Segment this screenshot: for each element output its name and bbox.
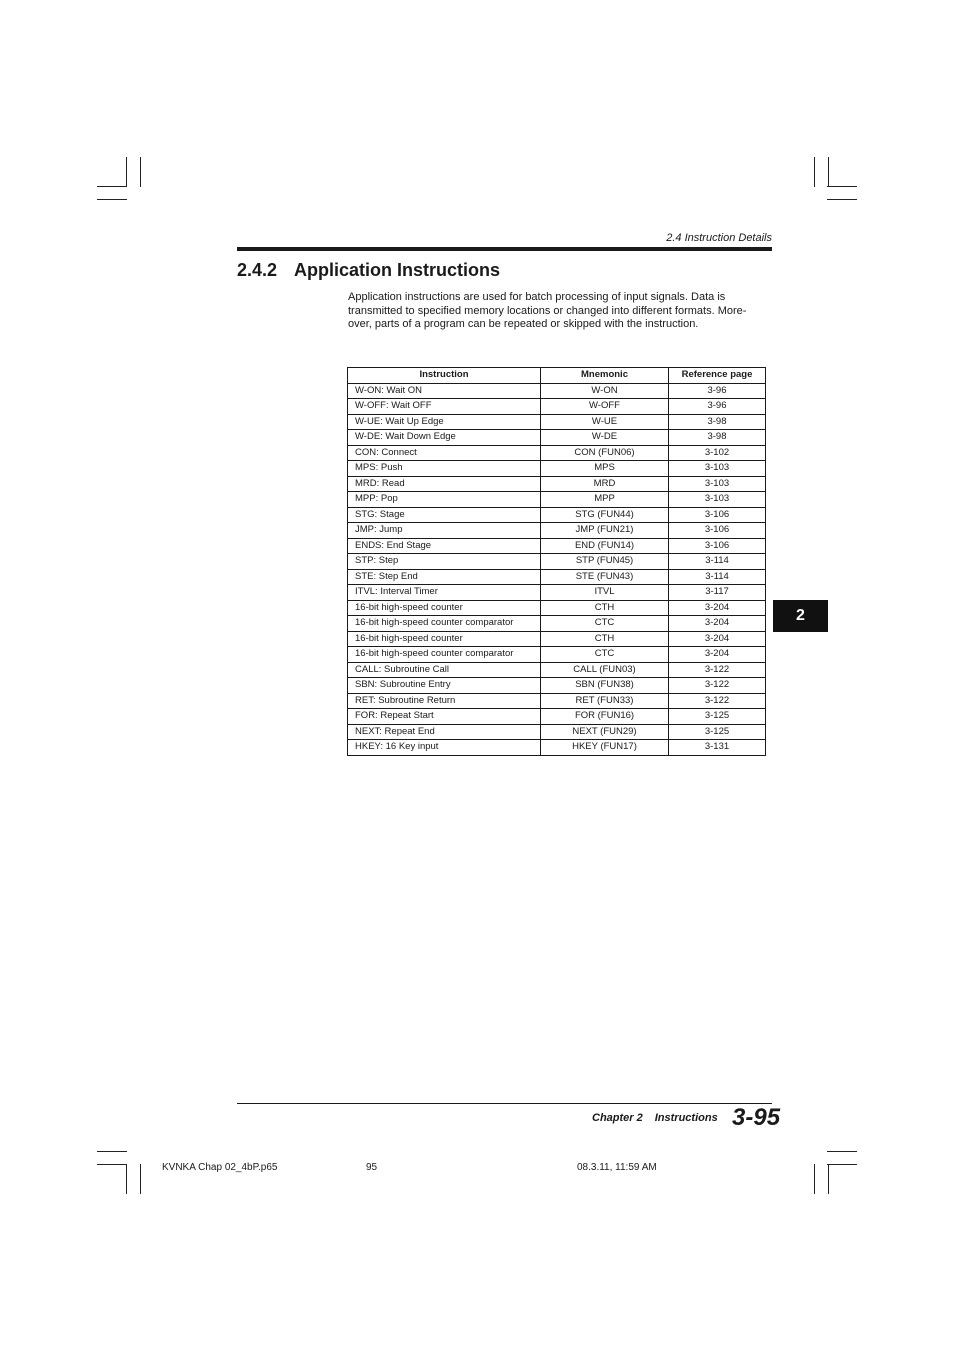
crop-mark bbox=[97, 1164, 127, 1165]
mnemonic-cell: ITVL bbox=[541, 585, 669, 601]
reference-page-cell: 3-106 bbox=[669, 538, 766, 554]
reference-page-cell: 3-125 bbox=[669, 709, 766, 725]
instruction-cell: HKEY: 16 Key input bbox=[348, 740, 541, 756]
mnemonic-cell: FOR (FUN16) bbox=[541, 709, 669, 725]
mnemonic-cell: JMP (FUN21) bbox=[541, 523, 669, 539]
reference-page-cell: 3-204 bbox=[669, 647, 766, 663]
reference-page-cell: 3-103 bbox=[669, 476, 766, 492]
instruction-cell: MRD: Read bbox=[348, 476, 541, 492]
reference-page-cell: 3-103 bbox=[669, 492, 766, 508]
reference-page-cell: 3-204 bbox=[669, 600, 766, 616]
reference-page-cell: 3-106 bbox=[669, 507, 766, 523]
table-row bbox=[348, 740, 766, 756]
running-head: 2.4 Instruction Details bbox=[666, 232, 772, 244]
section-title bbox=[237, 260, 500, 281]
mnemonic-cell: MPS bbox=[541, 461, 669, 477]
instruction-cell: JMP: Jump bbox=[348, 523, 541, 539]
section-number: 2.4.2 bbox=[237, 260, 278, 280]
crop-mark bbox=[97, 1151, 127, 1152]
table-row bbox=[348, 414, 766, 430]
reference-page-cell: 3-122 bbox=[669, 678, 766, 694]
mnemonic-cell: CTH bbox=[541, 631, 669, 647]
mnemonic-cell: CTC bbox=[541, 616, 669, 632]
instruction-cell: CALL: Subroutine Call bbox=[348, 662, 541, 678]
mnemonic-cell: STE (FUN43) bbox=[541, 569, 669, 585]
crop-mark bbox=[828, 157, 829, 187]
table-row bbox=[348, 399, 766, 415]
mnemonic-cell: END (FUN14) bbox=[541, 538, 669, 554]
mnemonic-cell: MRD bbox=[541, 476, 669, 492]
mnemonic-cell: CALL (FUN03) bbox=[541, 662, 669, 678]
table-row bbox=[348, 631, 766, 647]
instruction-cell: ENDS: End Stage bbox=[348, 538, 541, 554]
table-row bbox=[348, 569, 766, 585]
table-row bbox=[348, 430, 766, 446]
reference-page-cell: 3-117 bbox=[669, 585, 766, 601]
slug-filename: KVNKA Chap 02_4bP.p65 bbox=[162, 1162, 278, 1173]
crop-mark bbox=[814, 157, 815, 187]
crop-mark bbox=[140, 157, 141, 187]
section-heading: Application Instructions bbox=[294, 260, 501, 280]
slug-datetime: 08.3.11, 11:59 AM bbox=[577, 1162, 657, 1173]
table-row bbox=[348, 492, 766, 508]
slug-page: 95 bbox=[366, 1162, 378, 1173]
instruction-cell: W-OFF: Wait OFF bbox=[348, 399, 541, 415]
instruction-cell: NEXT: Repeat End bbox=[348, 724, 541, 740]
instruction-cell: STE: Step End bbox=[348, 569, 541, 585]
table-row bbox=[348, 507, 766, 523]
crop-mark bbox=[140, 1164, 141, 1194]
table-row bbox=[348, 476, 766, 492]
mnemonic-cell: STG (FUN44) bbox=[541, 507, 669, 523]
instruction-cell: CON: Connect bbox=[348, 445, 541, 461]
table-row bbox=[348, 724, 766, 740]
mnemonic-cell: CTH bbox=[541, 600, 669, 616]
mnemonic-cell: W-UE bbox=[541, 414, 669, 430]
reference-page-cell: 3-96 bbox=[669, 399, 766, 415]
instruction-cell: ITVL: Interval Timer bbox=[348, 585, 541, 601]
instruction-cell: FOR: Repeat Start bbox=[348, 709, 541, 725]
mnemonic-cell: CTC bbox=[541, 647, 669, 663]
table-row bbox=[348, 693, 766, 709]
table-row bbox=[348, 709, 766, 725]
footer-chapter-label: Chapter 2 bbox=[592, 1112, 643, 1124]
instruction-cell: MPS: Push bbox=[348, 461, 541, 477]
reference-page-cell: 3-102 bbox=[669, 445, 766, 461]
instruction-cell: 16-bit high-speed counter comparator bbox=[348, 616, 541, 632]
crop-mark bbox=[827, 199, 857, 200]
mnemonic-cell: STP (FUN45) bbox=[541, 554, 669, 570]
header-rule bbox=[237, 247, 772, 251]
instruction-cell: 16-bit high-speed counter bbox=[348, 631, 541, 647]
mnemonic-cell: NEXT (FUN29) bbox=[541, 724, 669, 740]
reference-page-cell: 3-96 bbox=[669, 383, 766, 399]
mnemonic-cell: RET (FUN33) bbox=[541, 693, 669, 709]
column-header-instruction: Instruction bbox=[348, 368, 541, 384]
intro-paragraph: Application instructions are used for batch processing of input signals. Data is transmitted to specified memory locations or changed into different formats. More-over, parts of a program can be repeated or skipped with the instruction. bbox=[348, 291, 747, 331]
mnemonic-cell: CON (FUN06) bbox=[541, 445, 669, 461]
crop-mark bbox=[827, 186, 857, 187]
table-row bbox=[348, 383, 766, 399]
reference-page-cell: 3-122 bbox=[669, 662, 766, 678]
instruction-cell: W-ON: Wait ON bbox=[348, 383, 541, 399]
mnemonic-cell: W-OFF bbox=[541, 399, 669, 415]
crop-mark bbox=[827, 1151, 857, 1152]
mnemonic-cell: W-ON bbox=[541, 383, 669, 399]
instruction-cell: 16-bit high-speed counter comparator bbox=[348, 647, 541, 663]
footer-chapter bbox=[592, 1112, 718, 1124]
table-row bbox=[348, 538, 766, 554]
instruction-cell: MPP: Pop bbox=[348, 492, 541, 508]
reference-page-cell: 3-114 bbox=[669, 554, 766, 570]
column-header-mnemonic: Mnemonic bbox=[541, 368, 669, 384]
table-row bbox=[348, 616, 766, 632]
table-row bbox=[348, 647, 766, 663]
reference-page-cell: 3-98 bbox=[669, 430, 766, 446]
footer-chapter-title: Instructions bbox=[654, 1112, 718, 1124]
table-header-row bbox=[348, 368, 766, 384]
crop-mark bbox=[827, 1164, 857, 1165]
crop-mark bbox=[828, 1164, 829, 1194]
table-row bbox=[348, 678, 766, 694]
table-row bbox=[348, 585, 766, 601]
instruction-cell: SBN: Subroutine Entry bbox=[348, 678, 541, 694]
table-row bbox=[348, 523, 766, 539]
instruction-cell: W-DE: Wait Down Edge bbox=[348, 430, 541, 446]
mnemonic-cell: HKEY (FUN17) bbox=[541, 740, 669, 756]
instruction-cell: RET: Subroutine Return bbox=[348, 693, 541, 709]
instruction-cell: STG: Stage bbox=[348, 507, 541, 523]
reference-page-cell: 3-204 bbox=[669, 631, 766, 647]
crop-mark bbox=[126, 157, 127, 187]
footer-rule bbox=[237, 1103, 772, 1104]
crop-mark bbox=[126, 1164, 127, 1194]
mnemonic-cell: MPP bbox=[541, 492, 669, 508]
reference-page-cell: 3-114 bbox=[669, 569, 766, 585]
reference-page-cell: 3-106 bbox=[669, 523, 766, 539]
crop-mark bbox=[97, 186, 127, 187]
table-row bbox=[348, 461, 766, 477]
reference-page-cell: 3-131 bbox=[669, 740, 766, 756]
chapter-tab: 2 bbox=[773, 600, 828, 632]
instruction-cell: STP: Step bbox=[348, 554, 541, 570]
reference-page-cell: 3-204 bbox=[669, 616, 766, 632]
table-row bbox=[348, 662, 766, 678]
table-row bbox=[348, 600, 766, 616]
instruction-table bbox=[347, 367, 766, 756]
page-number: 3-95 bbox=[732, 1104, 781, 1131]
crop-mark bbox=[97, 199, 127, 200]
column-header-reference-page: Reference page bbox=[669, 368, 766, 384]
reference-page-cell: 3-125 bbox=[669, 724, 766, 740]
table-row bbox=[348, 554, 766, 570]
mnemonic-cell: SBN (FUN38) bbox=[541, 678, 669, 694]
reference-page-cell: 3-103 bbox=[669, 461, 766, 477]
reference-page-cell: 3-98 bbox=[669, 414, 766, 430]
mnemonic-cell: W-DE bbox=[541, 430, 669, 446]
instruction-cell: W-UE: Wait Up Edge bbox=[348, 414, 541, 430]
table-row bbox=[348, 445, 766, 461]
reference-page-cell: 3-122 bbox=[669, 693, 766, 709]
instruction-cell: 16-bit high-speed counter bbox=[348, 600, 541, 616]
crop-mark bbox=[814, 1164, 815, 1194]
